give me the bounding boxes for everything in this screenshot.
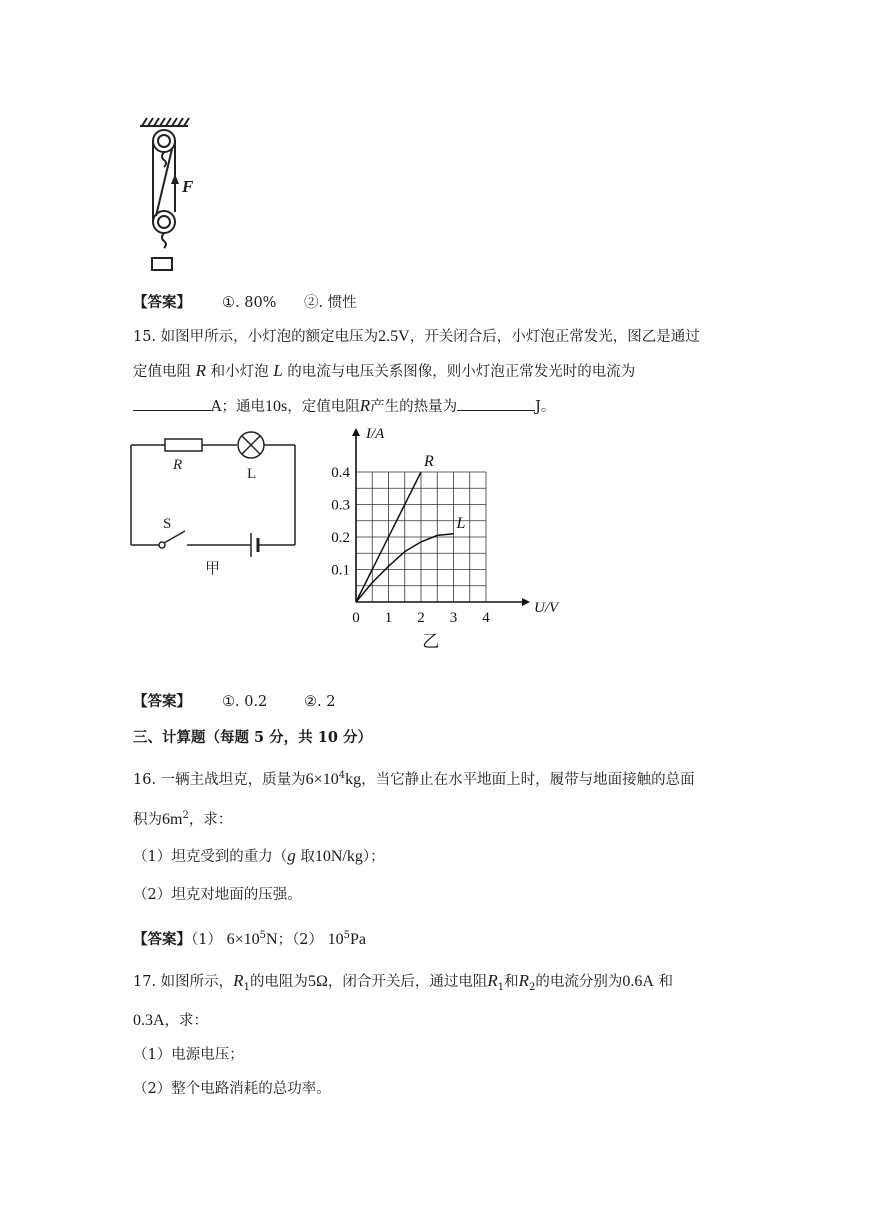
resistor-r (165, 439, 202, 451)
x-tick-label: 1 (384, 610, 393, 626)
y-tick-label: 0.3 (331, 497, 350, 514)
q16-answer: 【答案】（1） $6\times 10^5N$；（2） $10^5Pa$ (133, 930, 367, 948)
q16-sub-2: （2）坦克对地面的压强。 (133, 887, 302, 903)
q15-answer-tag: 【答案】 (133, 693, 191, 710)
q17-line-2: 0.3A，求： (133, 1012, 209, 1029)
weight-block (152, 258, 172, 270)
chart-caption: 乙 (422, 632, 440, 651)
q15-answer-1: ①. 0.2 (222, 694, 268, 710)
x-axis-arrow (522, 598, 530, 606)
section-3-title: 三、计算题（每题 5 分，共 10 分） (133, 729, 372, 746)
y-tick-label: 0.1 (331, 562, 350, 579)
hook-top (162, 152, 166, 167)
pulley-figure (130, 112, 210, 278)
series-label-R: R (424, 453, 434, 470)
circuit-caption: 甲 (205, 561, 221, 577)
y-axis-arrow (352, 428, 360, 436)
q15-line-3: A；通电10s，定值电阻R产生的热量为 J。 (133, 396, 555, 417)
circuit-figure (125, 425, 305, 585)
series-label-L: L (456, 514, 466, 532)
q15-blank-2[interactable] (457, 396, 535, 411)
s-label: S (163, 516, 172, 532)
y-tick-label: 0.2 (331, 530, 350, 546)
q17-line-1: 17. 如图所示，$R_1$的电阻为5Ω，闭合开关后，通过电阻$R_1$和$R_2$的电流分别为0.6A 和 (133, 971, 674, 993)
q14-answer-tag: 【答案】 (133, 294, 191, 311)
q16-sub-1: （1）坦克受到的重力（g 取10N/kg）； (133, 846, 385, 865)
q14-answer-2: ②. 惯性 (304, 295, 357, 311)
iu-chart (320, 425, 559, 651)
x-axis-label: U/V (534, 600, 559, 616)
q15-line-2: 定值电阻 R 和小灯泡 L 的电流与电压关系图像，则小灯泡正常发光时的电流为 (133, 361, 636, 380)
l-label: L (247, 466, 257, 482)
q15-line-1: 15. 如图甲所示，小灯泡的额定电压为2.5V，开关闭合后，小灯泡正常发光，图乙是通过 (133, 328, 700, 345)
force-arrow (171, 174, 179, 184)
q14-answer-1: ①. 80% (222, 295, 277, 311)
fixed-pulley (153, 130, 175, 152)
r-label: R (173, 457, 183, 473)
force-label: F (182, 177, 194, 196)
x-tick-label: 4 (482, 610, 490, 626)
q16-line-2: 积为$6m^2$，求： (133, 810, 233, 828)
q16-line-1: 16. 一辆主战坦克，质量为$6\times 10^4kg$，当它静止在水平地面上时，履带与地面接触的总面 (133, 770, 695, 788)
hook-bottom (162, 233, 166, 248)
x-tick-label: 3 (449, 610, 458, 626)
q15-answer-2: ②. 2 (304, 694, 336, 710)
y-tick-label: 0.4 (331, 465, 350, 481)
q17-sub-1: （1）电源电压； (133, 1047, 244, 1063)
x-tick-label: 2 (417, 610, 425, 626)
x-tick-label: 0 (352, 610, 360, 626)
y-axis-label: I/A (366, 426, 385, 442)
q17-sub-2: （2）整个电路消耗的总功率。 (133, 1081, 331, 1097)
q15-blank-1[interactable] (133, 396, 211, 411)
